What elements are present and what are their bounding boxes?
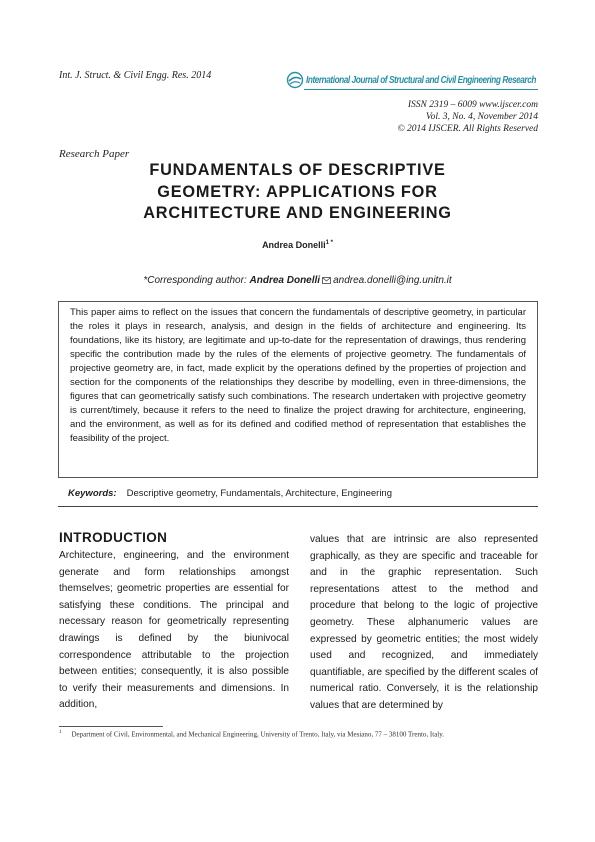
journal-full-name: International Journal of Structural and Civil Engineering Research [306, 74, 536, 86]
keywords-list: Descriptive geometry, Fundamentals, Architecture, Engineering [126, 488, 393, 499]
abstract-text: This paper aims to reflect on the issues that concern the fundamentals of descriptive geometry, in particular the roles it plays in research, analysis, and design in the fields of architecture and engineering. Its foundations, like its history, are legitimate and up-to-date for the representation of drawings, thus rendering specific the contribution made by the rules of the elements of projective geometry. The fundamentals of projective geometry are, in fact, made explicit by the operations defined by the properties of projection and section for the components of the relationships they describe by modelling, even in three-dimensions, the figures that can geometrically satisfy such combinations. The research undertaken with projective geometry is current/timely, because it refers to the need to finalize the project drawing for architecture, engineering, and the environment, as well as for its defined and codified method of representation that establishes the feasibility of the project. [70, 307, 526, 444]
body-column-right: values that are intrinsic are also represented graphically, as they are specific and traceable for and in the graphic representation. Such representations attest to the method and procedure that belong to the logic of projective geometry. These alphanumeric values are expressed by geometric entities; the most widely used and recognized, and immediately quantifiable, are specified by the different scales of numerical ratio. Conversely, it is the relationship values that are determined by [310, 534, 538, 711]
copyright-line: © 2014 IJSCER. All Rights Reserved [397, 124, 538, 134]
paper-type: Research Paper [59, 148, 130, 160]
footnote-rule [59, 726, 163, 727]
issn-line: ISSN 2319 – 6009 www.ijscer.com [407, 100, 538, 110]
corresponding-email[interactable]: andrea.donelli@ing.unitn.it [333, 275, 452, 286]
corresponding-author [60, 275, 535, 286]
volume-line: Vol. 3, No. 4, November 2014 [425, 112, 538, 122]
author-line [60, 240, 535, 250]
journal-short-name: Int. J. Struct. & Civil Engg. Res. 2014 [59, 70, 212, 81]
paper-title [60, 160, 535, 225]
journal-globe-icon [286, 71, 304, 89]
keywords-rule [58, 506, 538, 507]
corresponding-label: *Corresponding author: [143, 275, 247, 286]
corresponding-name: Andrea Donelli [249, 275, 321, 286]
mail-icon [322, 277, 331, 284]
keywords-label: Keywords: [68, 488, 117, 499]
keywords [68, 488, 392, 499]
journal-logo [286, 70, 538, 90]
footnote [59, 730, 539, 738]
header-rule [304, 89, 538, 90]
footnote-mark: 1 [59, 730, 62, 735]
title-line: ARCHITECTURE AND ENGINEERING [143, 204, 452, 222]
title-line: FUNDAMENTALS OF DESCRIPTIVE [149, 161, 446, 179]
section-heading: INTRODUCTION [59, 530, 168, 545]
issn-block [397, 99, 538, 135]
author-name: Andrea Donelli [262, 240, 326, 250]
author-marks: 1 * [325, 240, 333, 246]
footnote-text: Department of Civil, Environmental, and Mechanical Engineering, University of Trento, Italy, via Mesiano, 77 – 38100 Trento, Italy. [71, 730, 445, 739]
body-column-left: Architecture, engineering, and the environment generate and form relationships amongst themselves; geometric properties are essential for satisfying these conditions. The principal and necessary reason for geometrically representing drawings is defined by the biunivocal correspondence attributable to the projection between entities; consequently, it is also possible to verify their measurements and dimensions. In addition, [59, 550, 289, 711]
title-line: GEOMETRY: APPLICATIONS FOR [157, 182, 438, 201]
